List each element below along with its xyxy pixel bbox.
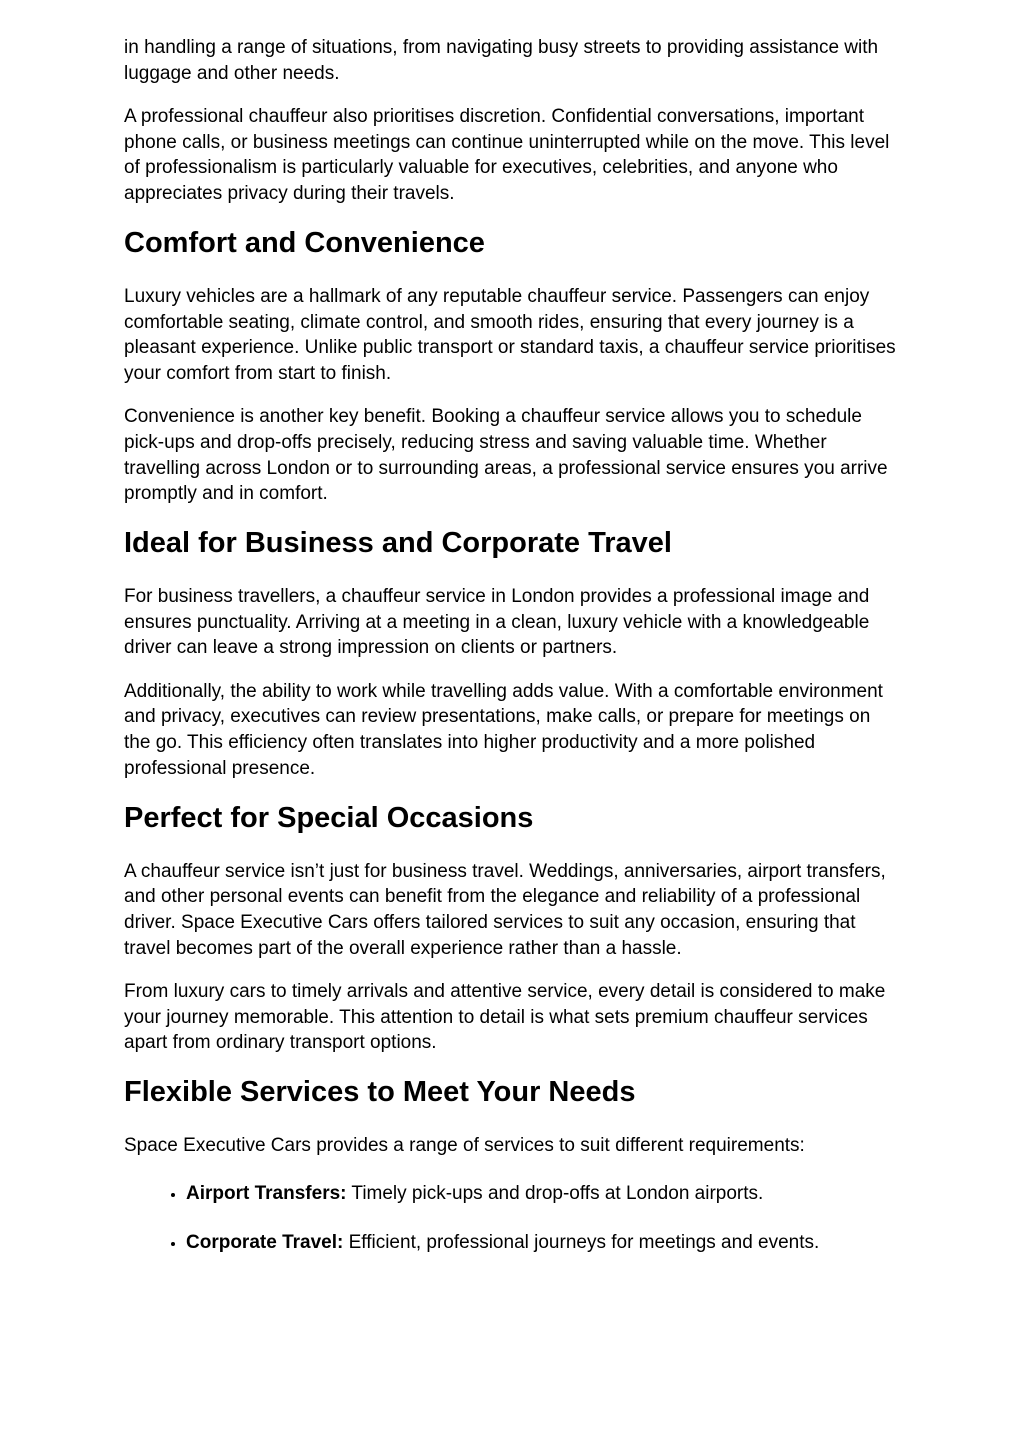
section-heading: Ideal for Business and Corporate Travel: [124, 527, 672, 560]
paragraph: Convenience is another key benefit. Booking a chauffeur service allows you to schedule pick-ups and drop-offs precisely, reducing stress and saving valuable time. Whether travelling across London or to surrounding areas, a professional service ensures you arrive promptly and in comfort.: [124, 406, 888, 505]
bullet-label: Corporate Travel:: [186, 1232, 344, 1254]
bullet-list: [124, 1181, 897, 1256]
paragraph: A chauffeur service isn’t just for business travel. Weddings, anniversaries, airport transfers, and other personal events can benefit from the elegance and reliability of a professional driver. Space Executive Cars offers tailored services to suit any occasion, ensuring that travel becomes part of the overall experience rather than a hassle.: [124, 860, 886, 959]
paragraph: Space Executive Cars provides a range of services to suit different requirements:: [124, 1135, 805, 1157]
paragraph: From luxury cars to timely arrivals and attentive service, every detail is considered to make your journey memorable. This attention to detail is what sets premium chauffeur services apart from ordinary transport options.: [124, 980, 886, 1054]
paragraph: For business travellers, a chauffeur service in London provides a professional image and ensures punctuality. Arriving at a meeting in a clean, luxury vehicle with a knowledgeable driver can leave a strong impression on clients or partners.: [124, 586, 870, 659]
paragraph: A professional chauffeur also prioritises discretion. Confidential conversations, important phone calls, or business meetings can continue uninterrupted while on the move. This level of professionalism is particularly valuable for executives, celebrities, and anyone who appreciates privacy during their travels.: [124, 106, 890, 205]
section-heading: Flexible Services to Meet Your Needs: [124, 1076, 636, 1109]
bullet-item: [186, 1181, 897, 1207]
section-heading: Comfort and Convenience: [124, 226, 485, 259]
bullet-item: [186, 1230, 897, 1256]
paragraph: in handling a range of situations, from navigating busy streets to providing assistance with luggage and other needs.: [124, 37, 879, 84]
section-heading: Perfect for Special Occasions: [124, 801, 534, 834]
paragraph: Luxury vehicles are a hallmark of any reputable chauffeur service. Passengers can enjoy comfortable seating, climate control, and smooth rides, ensuring that every journey is a pleasant experience. Unlike public transport or standard taxis, a chauffeur service prioritises your comfort from start to finish.: [124, 285, 896, 384]
paragraph: Additionally, the ability to work while travelling adds value. With a comfortable environment and privacy, executives can review presentations, make calls, or prepare for meetings on the go. This efficiency often translates into higher productivity and a more polished professional presence.: [124, 680, 883, 779]
bullet-text: Efficient, professional journeys for meetings and events.: [343, 1232, 820, 1254]
bullet-label: Airport Transfers:: [186, 1182, 347, 1204]
bullet-text: Timely pick-ups and drop-offs at London airports.: [346, 1182, 764, 1204]
